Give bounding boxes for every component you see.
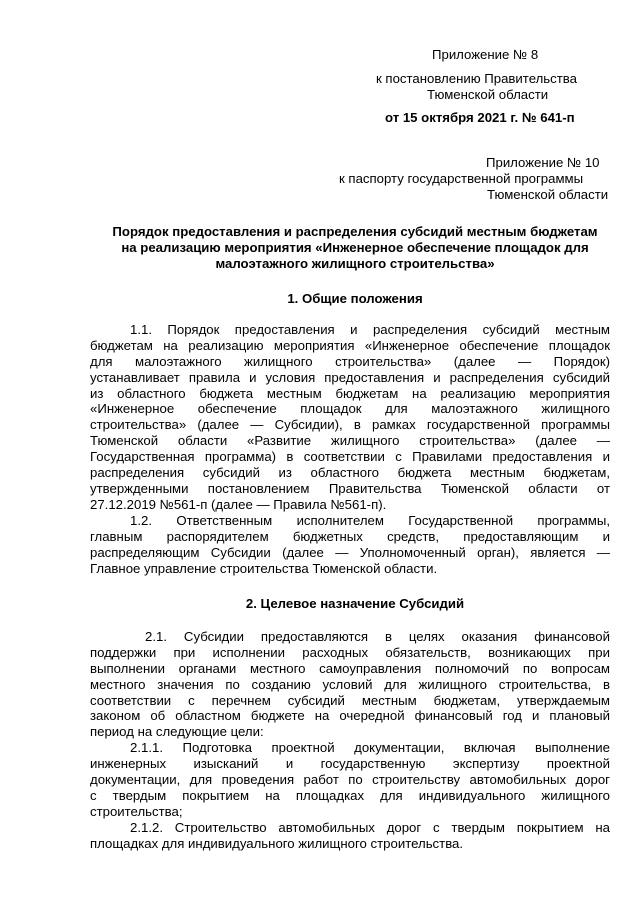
- text-line: поддержки при исполнении расходных обязательств, возникающих при: [90, 644, 610, 660]
- text-line: из областного бюджета местным бюджетам на реализацию мероприятия: [90, 385, 610, 401]
- text-line: площадках для индивидуального жилищного строительства.: [90, 835, 464, 851]
- text-line: для малоэтажного жилищного строительства» (далее — Порядок): [90, 353, 610, 369]
- text-line: 2.1. Субсидии предоставляются в целях оказания финансовой: [145, 629, 610, 644]
- text-line: распределяющим Субсидии (далее — Уполномоченный орган), является —: [90, 544, 610, 560]
- document-title-line: малоэтажного жилищного строительства»: [215, 256, 495, 271]
- text-line: устанавливает правила и условия предоставления и распределения субсидий: [90, 369, 610, 385]
- appendix-10-title: Приложение № 10: [486, 155, 600, 170]
- text-line: утвержденными постановлением Правительства Тюменской области от: [90, 480, 610, 496]
- appendix-8-line3: Тюменской области: [427, 87, 549, 102]
- document-title: [95, 224, 615, 272]
- section-1-heading: 1. Общие положения: [287, 291, 423, 306]
- appendix-10-line2: к паспорту государственной программы: [339, 171, 584, 186]
- paragraph-1-2: [90, 513, 610, 577]
- text-line: главным распорядителем бюджетных средств, предоставляющим и: [90, 528, 610, 544]
- text-line: период на следующие цели:: [90, 724, 264, 740]
- text-line: 1.1. Порядок предоставления и распределения субсидий местным: [130, 322, 610, 337]
- text-line: соответствии с перечнем субсидий местным бюджетам, утверждаемым: [90, 692, 610, 708]
- text-line: 2.1.1. Подготовка проектной документации, включая выполнение: [130, 740, 610, 755]
- text-line: 2.1.2. Строительство автомобильных дорог с твердым покрытием на: [130, 820, 610, 835]
- text-line: с твердым покрытием на площадках для индивидуального жилищного: [90, 787, 610, 803]
- text-line: документации, для проведения работ по строительству автомобильных дорог: [90, 771, 610, 787]
- text-line: выполнении органами местного самоуправления полномочий по вопросам: [90, 660, 610, 676]
- text-line: 1.2. Ответственным исполнителем Государственной программы,: [130, 513, 610, 528]
- document-title-line: на реализацию мероприятия «Инженерное обеспечение площадок для: [121, 240, 589, 255]
- text-line: законом об областном бюджете на очередной финансовый год и плановый: [90, 708, 610, 724]
- paragraph-2-1-1: [90, 740, 610, 819]
- text-line: 27.12.2019 №561-п (далее — Правила №561-п).: [90, 496, 387, 512]
- text-line: распределения субсидий из областного бюджета местным бюджетам,: [90, 465, 610, 481]
- appendix-10-line3: Тюменской области: [487, 187, 609, 202]
- appendix-8-title: Приложение № 8: [432, 47, 539, 62]
- document-title-line: Порядок предоставления и распределения субсидий местным бюджетам: [112, 224, 598, 239]
- text-line: строительства;: [90, 803, 183, 819]
- text-line: местного значения по созданию условий для жилищного строительства, в: [90, 676, 610, 692]
- paragraph-2-1-2: [90, 820, 610, 852]
- text-line: инженерных изысканий и государственную экспертизу проектной: [90, 755, 610, 771]
- paragraph-2-1: [90, 629, 610, 740]
- text-line: Тюменской области «Развитие жилищного строительства» (далее —: [90, 433, 610, 449]
- text-line: строительства» (далее — Субсидии), в рамках государственной программы: [90, 417, 610, 433]
- text-line: бюджетам на реализацию мероприятия «Инженерное обеспечение площадок: [90, 337, 610, 353]
- appendix-8-date: от 15 октября 2021 г. № 641-п: [385, 110, 575, 125]
- paragraph-1-1: [90, 322, 610, 513]
- appendix-8-line2: к постановлению Правительства: [376, 71, 577, 86]
- section-2-heading: 2. Целевое назначение Субсидий: [245, 596, 465, 611]
- text-line: Главное управление строительства Тюменской области.: [90, 560, 438, 576]
- text-line: «Инженерное обеспечение площадок для малоэтажного жилищного: [90, 401, 610, 417]
- text-line: Государственная программа) в соответствии с Правилами предоставления и: [90, 449, 610, 465]
